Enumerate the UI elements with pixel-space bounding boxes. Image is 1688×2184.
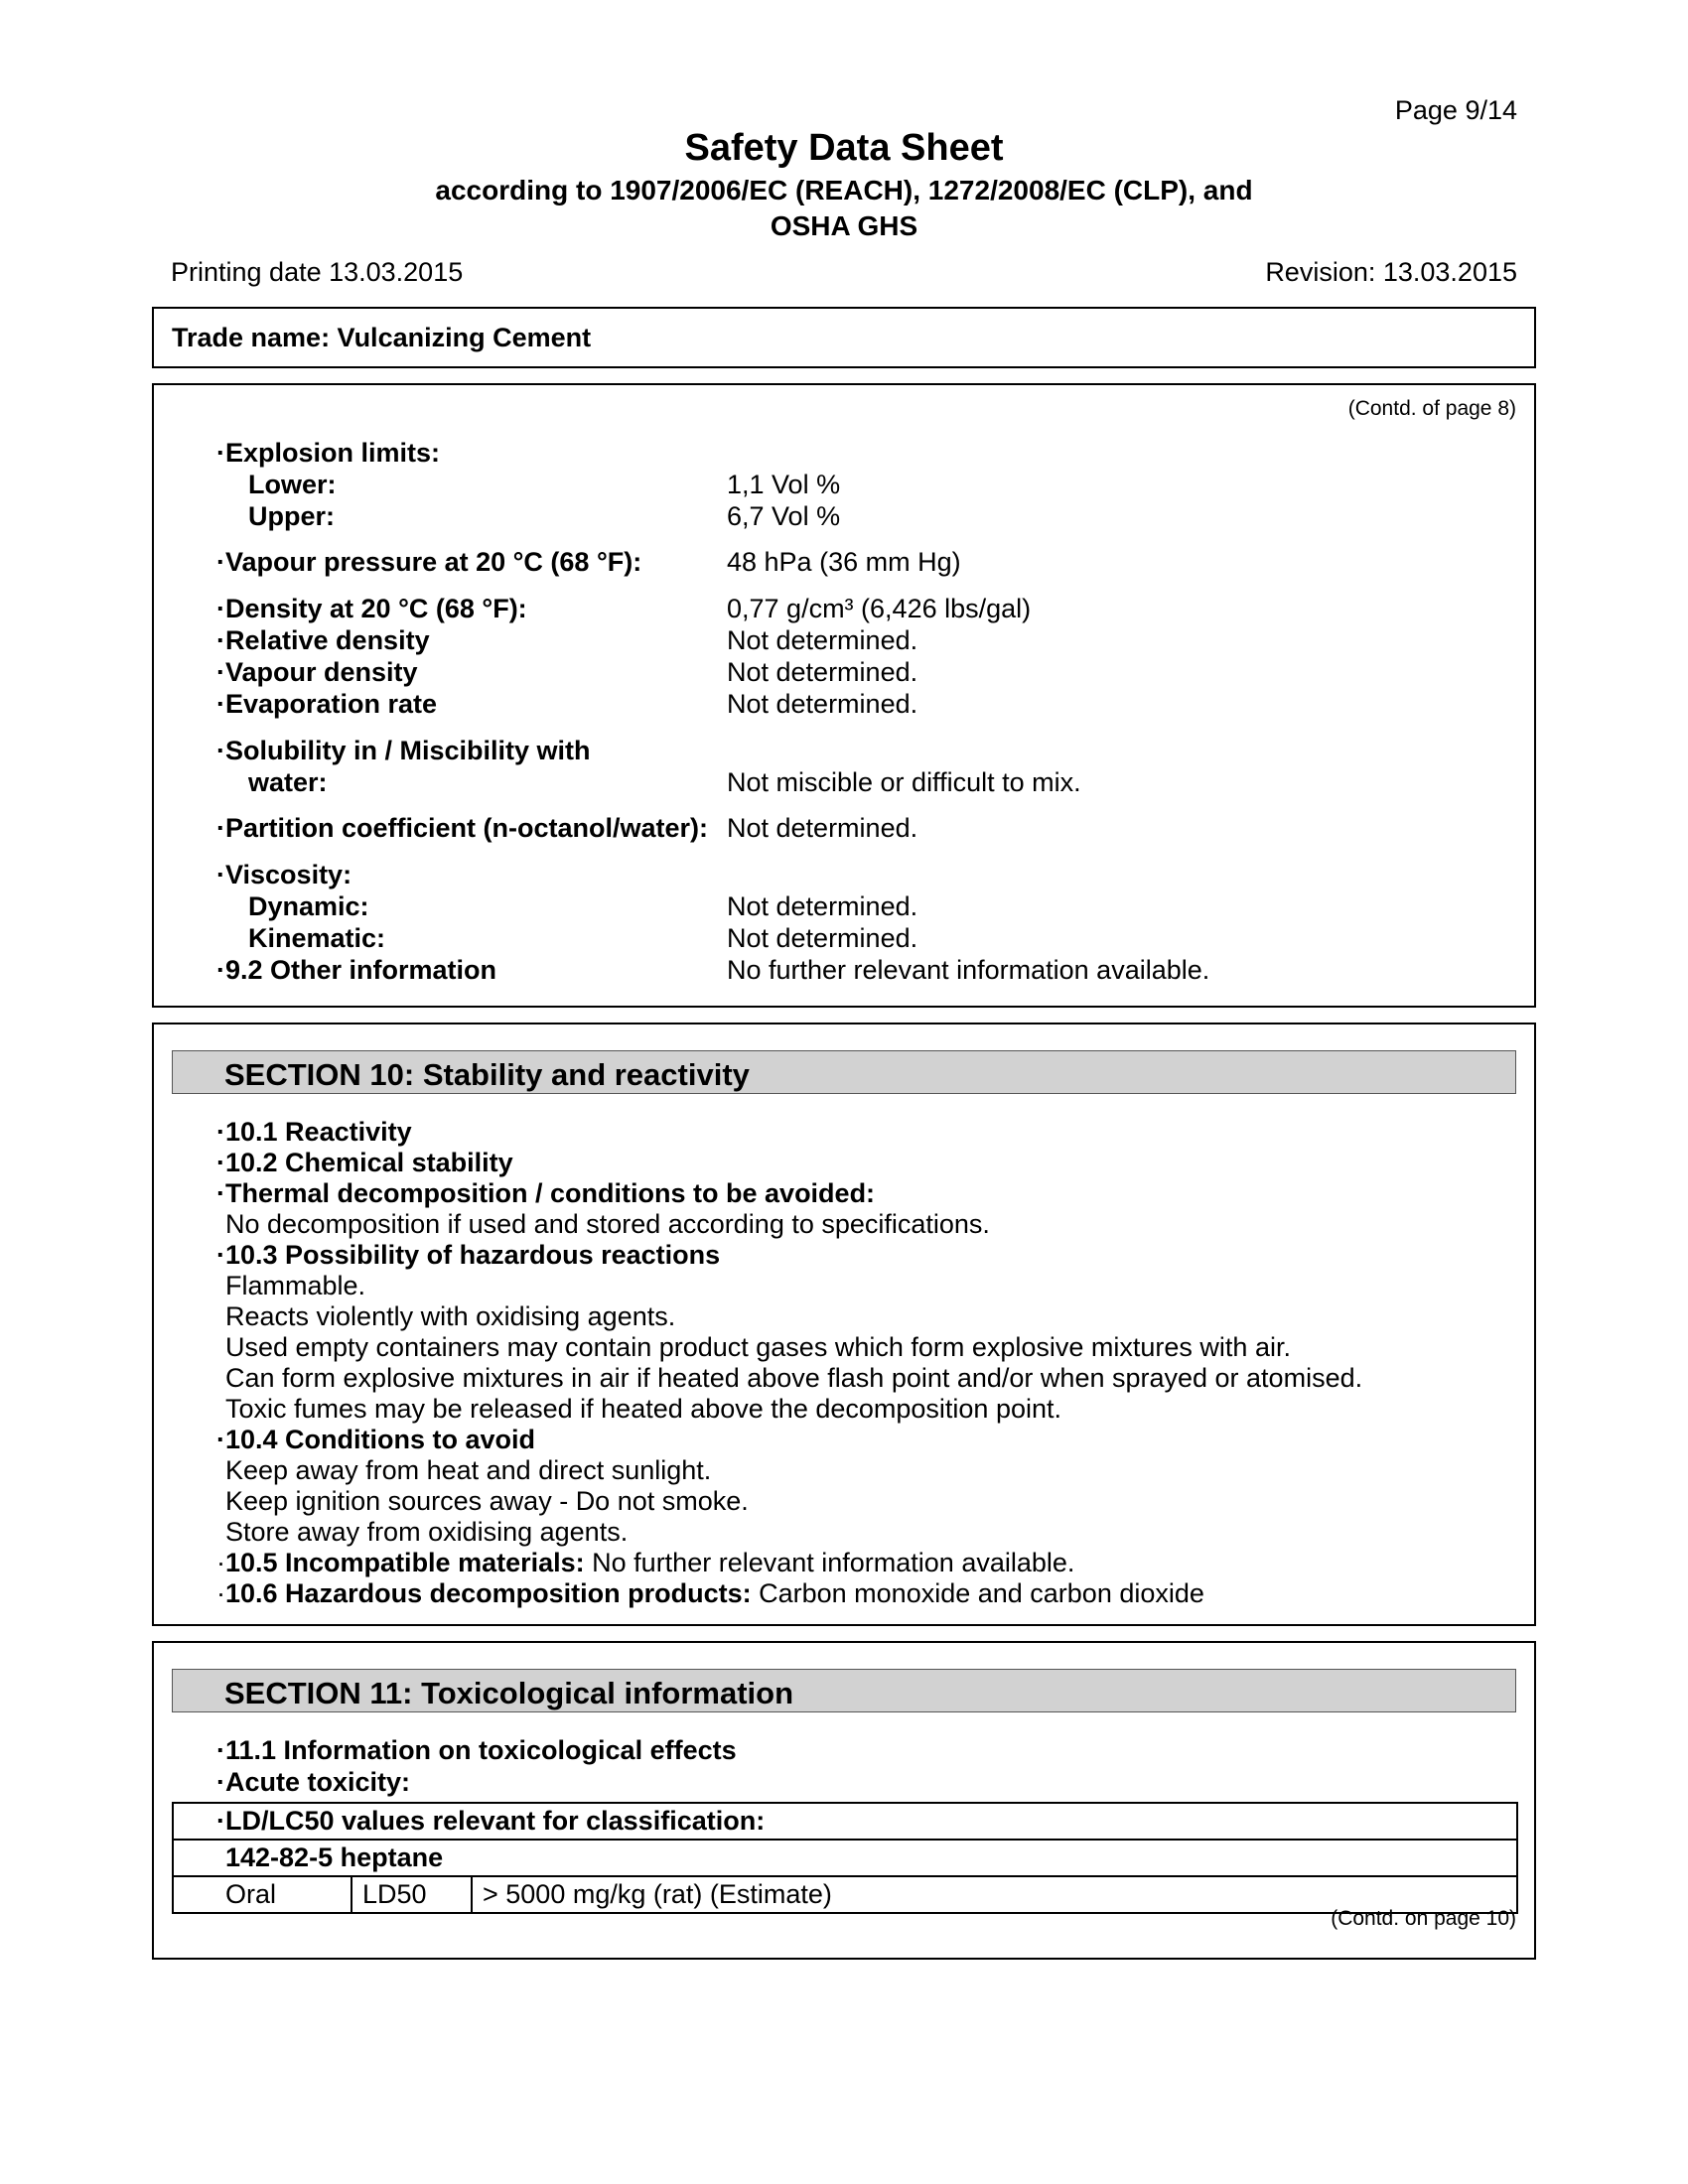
table-header: · LD/LC50 values relevant for classification:: [173, 1803, 1517, 1840]
other-information-value: No further relevant information available.: [727, 955, 1210, 985]
hazardous-reaction-line: Flammable.: [225, 1271, 366, 1300]
reactivity-label: · 10.1 Reactivity: [216, 1117, 412, 1147]
table-row: [173, 1876, 1517, 1913]
chemical-stability-label: · 10.2 Chemical stability: [216, 1148, 513, 1177]
solubility-label: · Solubility in / Miscibility with: [216, 736, 591, 765]
document-title: Safety Data Sheet: [684, 127, 1004, 169]
route-cell: Oral: [173, 1876, 352, 1913]
incompatible-materials-label: 10.5 Incompatible materials:: [225, 1548, 585, 1577]
hazardous-reaction-line: Toxic fumes may be released if heated above the decomposition point.: [225, 1394, 1061, 1424]
explosion-limits-label: · Explosion limits:: [216, 438, 441, 468]
evaporation-rate-value: Not determined.: [727, 689, 918, 719]
vapour-density-value: Not determined.: [727, 657, 918, 687]
subtitle-line-2: OSHA GHS: [770, 210, 918, 241]
condition-line: Store away from oxidising agents.: [225, 1517, 629, 1547]
vapour-pressure-label: · Vapour pressure at 20 °C (68 °F):: [216, 547, 642, 577]
hazardous-reaction-line: Can form explosive mixtures in air if heated above flash point and/or when sprayed or atomised.: [225, 1363, 1363, 1393]
other-information-label: · 9.2 Other information: [216, 955, 497, 985]
vapour-pressure-value: 48 hPa (36 mm Hg): [727, 547, 961, 577]
hazardous-decomposition-products: · 10.6 Hazardous decomposition products: Carbon monoxide and carbon dioxide: [216, 1578, 1204, 1608]
vapour-density-label: · Vapour density: [216, 657, 418, 687]
section-10: [152, 1023, 1536, 1626]
incompatible-materials: · 10.5 Incompatible materials: No further relevant information available.: [216, 1548, 1075, 1577]
viscosity-label: · Viscosity:: [216, 860, 352, 889]
hazardous-decomposition-label: 10.6 Hazardous decomposition products:: [225, 1578, 752, 1608]
hazardous-reaction-line: Used empty containers may contain product gases which form explosive mixtures with air.: [225, 1332, 1291, 1362]
relative-density-value: Not determined.: [727, 625, 918, 655]
incompatible-materials-value: No further relevant information available.: [592, 1548, 1075, 1577]
table-header-row: [173, 1803, 1517, 1840]
solubility-water-label: water:: [248, 767, 328, 797]
table-row: [173, 1840, 1517, 1876]
evaporation-rate-label: · Evaporation rate: [216, 689, 438, 719]
document-subtitle: [0, 173, 1688, 244]
thermal-decomposition-label: · Thermal decomposition / conditions to be avoided:: [216, 1178, 876, 1208]
acute-toxicity-label: · Acute toxicity:: [216, 1767, 411, 1797]
kinematic-value: Not determined.: [727, 923, 918, 953]
density-value: 0,77 g/cm³ (6,426 lbs/gal): [727, 594, 1032, 623]
value-cell: > 5000 mg/kg (rat) (Estimate): [472, 1876, 1517, 1913]
upper-label: Upper:: [248, 501, 335, 531]
section-9-continued: [152, 383, 1536, 1008]
thermal-decomposition-text: No decomposition if used and stored according to specifications.: [225, 1209, 990, 1239]
dynamic-label: Dynamic:: [248, 891, 369, 921]
section-11-heading: SECTION 11: Toxicological information: [224, 1676, 794, 1710]
dynamic-value: Not determined.: [727, 891, 918, 921]
printing-date: Printing date 13.03.2015: [171, 257, 464, 287]
conditions-to-avoid-label: · 10.4 Conditions to avoid: [216, 1425, 536, 1454]
contd-of-page: (Contd. of page 8): [1347, 397, 1516, 420]
condition-line: Keep ignition sources away - Do not smoke.: [225, 1486, 749, 1516]
section-10-heading: SECTION 10: Stability and reactivity: [224, 1057, 750, 1092]
relative-density-label: · Relative density: [216, 625, 430, 655]
section-11-heading-bar: [172, 1669, 1516, 1712]
lower-label: Lower:: [248, 470, 337, 499]
section-11: [152, 1641, 1536, 1960]
revision-date: Revision: 13.03.2015: [1265, 257, 1517, 287]
density-label: · Density at 20 °C (68 °F):: [216, 594, 527, 623]
solubility-value: Not miscible or difficult to mix.: [727, 767, 1081, 797]
hazardous-reaction-line: Reacts violently with oxidising agents.: [225, 1301, 676, 1331]
ld-lc50-table: [172, 1802, 1518, 1914]
kinematic-label: Kinematic:: [248, 923, 386, 953]
partition-coefficient-label: · Partition coefficient (n-octanol/water):: [216, 813, 709, 843]
hazardous-decomposition-value: Carbon monoxide and carbon dioxide: [759, 1578, 1204, 1608]
trade-name: Trade name: Vulcanizing Cement: [172, 323, 592, 352]
section-10-heading-bar: [172, 1050, 1516, 1094]
lower-value: 1,1 Vol %: [727, 470, 841, 499]
condition-line: Keep away from heat and direct sunlight.: [225, 1455, 712, 1485]
toxicological-effects-label: · 11.1 Information on toxicological effects: [216, 1735, 737, 1765]
substance-name: 142-82-5 heptane: [173, 1840, 1517, 1876]
hazardous-reactions-label: · 10.3 Possibility of hazardous reactions: [216, 1240, 721, 1270]
partition-coefficient-value: Not determined.: [727, 813, 918, 843]
contd-on-page: (Contd. on page 10): [1331, 1907, 1516, 1930]
subtitle-line-1: according to 1907/2006/EC (REACH), 1272/2008/EC (CLP), and: [435, 175, 1253, 205]
trade-name-box: [152, 307, 1536, 368]
upper-value: 6,7 Vol %: [727, 501, 841, 531]
type-cell: LD50: [352, 1876, 472, 1913]
page-number: Page 9/14: [1394, 95, 1517, 125]
